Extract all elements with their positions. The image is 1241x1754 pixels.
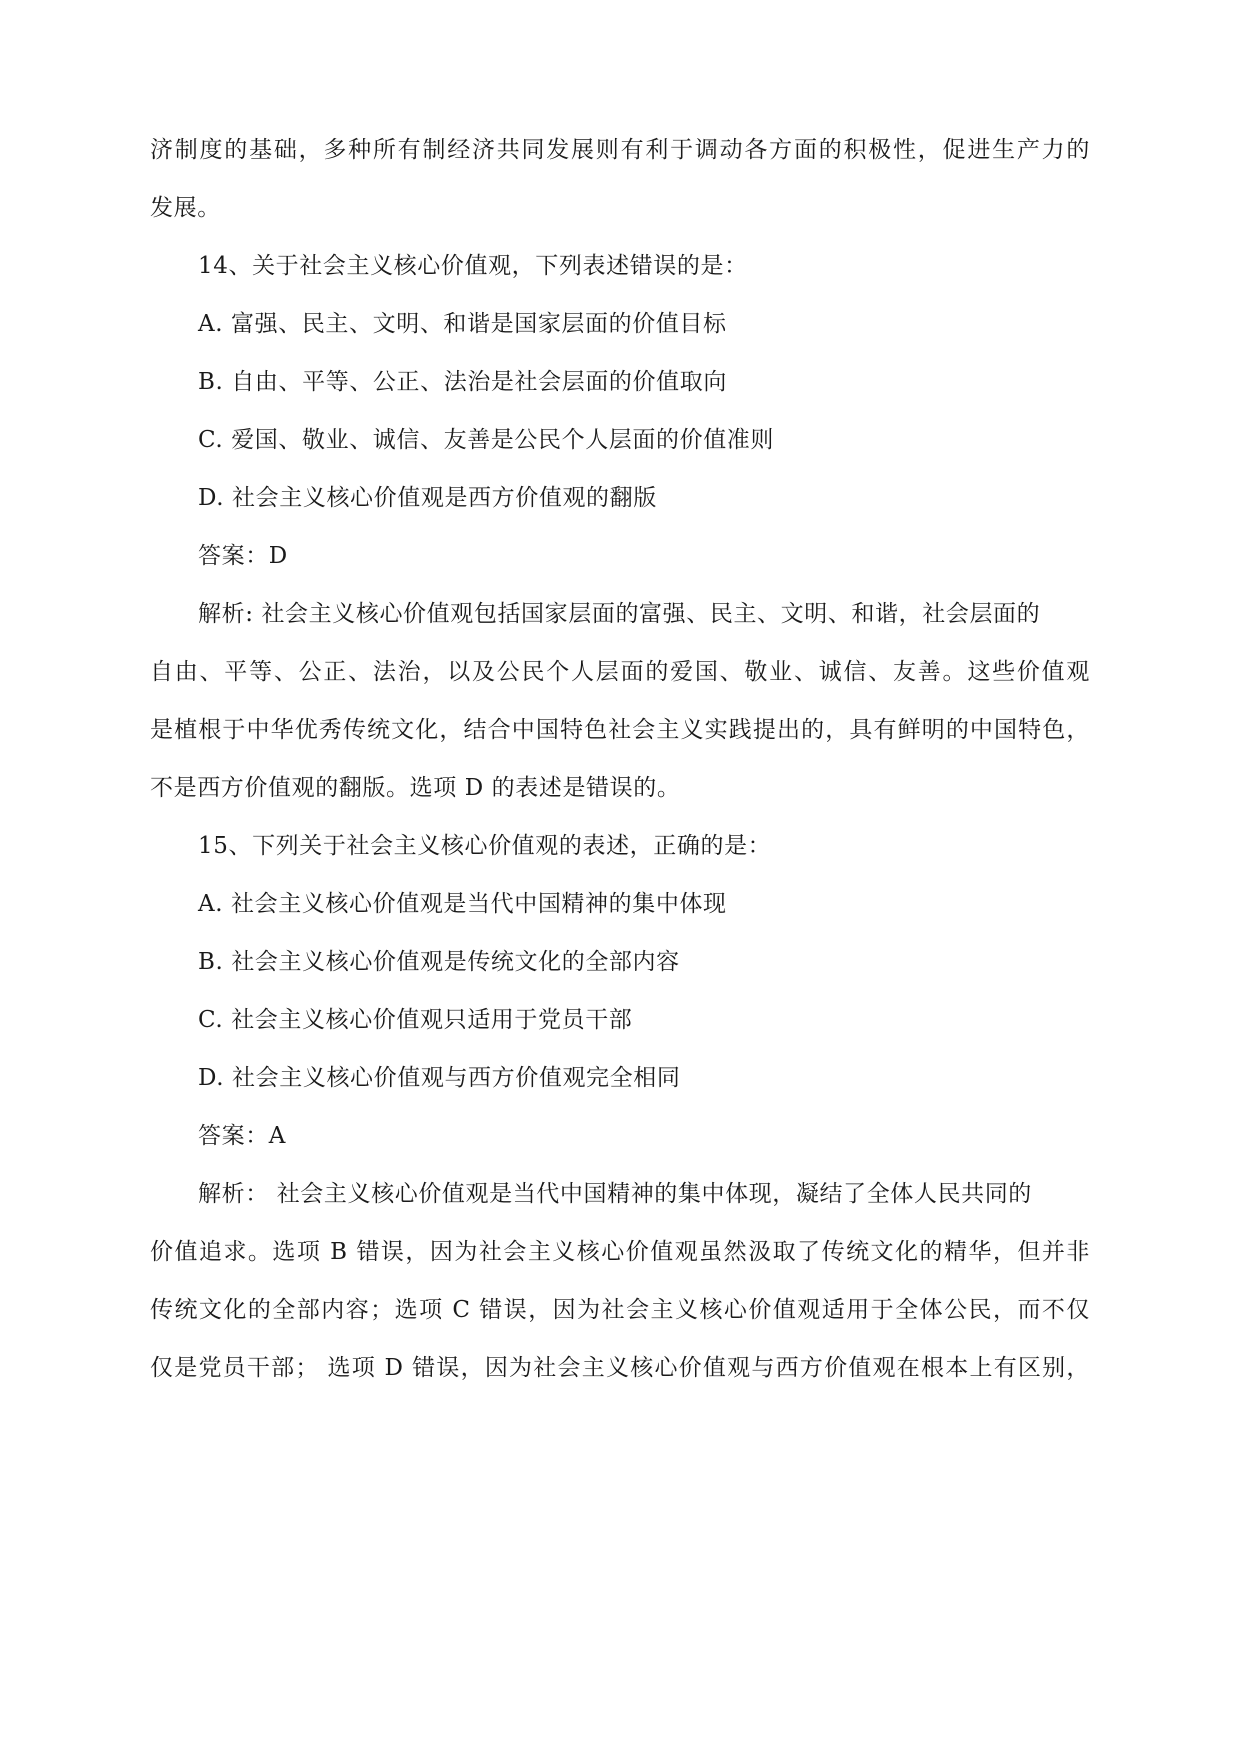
question-15-option-a: A. 社会主义核心价值观是当代中国精神的集中体现: [198, 891, 727, 917]
question-14-option-c: C. 爱国、敬业、诚信、友善是公民个人层面的价值准则: [198, 427, 775, 453]
question-14-option-b: B. 自由、平等、公正、法治是社会层面的价值取向: [198, 369, 727, 395]
question-14-analysis-line: 是植根于中华优秀传统文化，结合中国特色社会主义实践提出的，具有鲜明的中国特色，: [150, 717, 1090, 743]
question-15-analysis-line: 价值追求。选项 B 错误，因为社会主义核心价值观虽然汲取了传统文化的精华，但并非: [150, 1239, 1090, 1265]
question-14-analysis-line: 自由、平等、公正、法治，以及公民个人层面的爱国、敬业、诚信、友善。这些价值观: [150, 659, 1090, 685]
question-14-option-d: D. 社会主义核心价值观是西方价值观的翻版: [198, 485, 657, 511]
paragraph-line: 济制度的基础，多种所有制经济共同发展则有利于调动各方面的积极性，促进生产力的: [150, 137, 1090, 163]
question-14-analysis-line: 解析: 社会主义核心价值观包括国家层面的富强、民主、文明、和谐，社会层面的: [198, 601, 1041, 627]
question-14-title: 14、关于社会主义核心价值观，下列表述错误的是：: [198, 253, 748, 279]
question-14-analysis-line: 不是西方价值观的翻版。选项 D 的表述是错误的。: [150, 775, 681, 801]
question-15-analysis-line: 解析： 社会主义核心价值观是当代中国精神的集中体现，凝结了全体人民共同的: [198, 1181, 1032, 1207]
question-15-analysis-line: 仅是党员干部； 选项 D 错误，因为社会主义核心价值观与西方价值观在根本上有区别，: [150, 1355, 1090, 1381]
paragraph-line: 发展。: [150, 195, 221, 221]
question-14-answer: 答案：D: [198, 543, 288, 569]
question-15-option-c: C. 社会主义核心价值观只适用于党员干部: [198, 1007, 633, 1033]
question-14-option-a: A. 富强、民主、文明、和谐是国家层面的价值目标: [198, 311, 727, 337]
question-15-title: 15、下列关于社会主义核心价值观的表述，正确的是：: [198, 833, 772, 859]
question-15-option-b: B. 社会主义核心价值观是传统文化的全部内容: [198, 949, 680, 975]
question-15-answer: 答案：A: [198, 1123, 287, 1149]
question-15-option-d: D. 社会主义核心价值观与西方价值观完全相同: [198, 1065, 681, 1091]
question-15-analysis-line: 传统文化的全部内容；选项 C 错误，因为社会主义核心价值观适用于全体公民，而不仅: [150, 1297, 1090, 1323]
